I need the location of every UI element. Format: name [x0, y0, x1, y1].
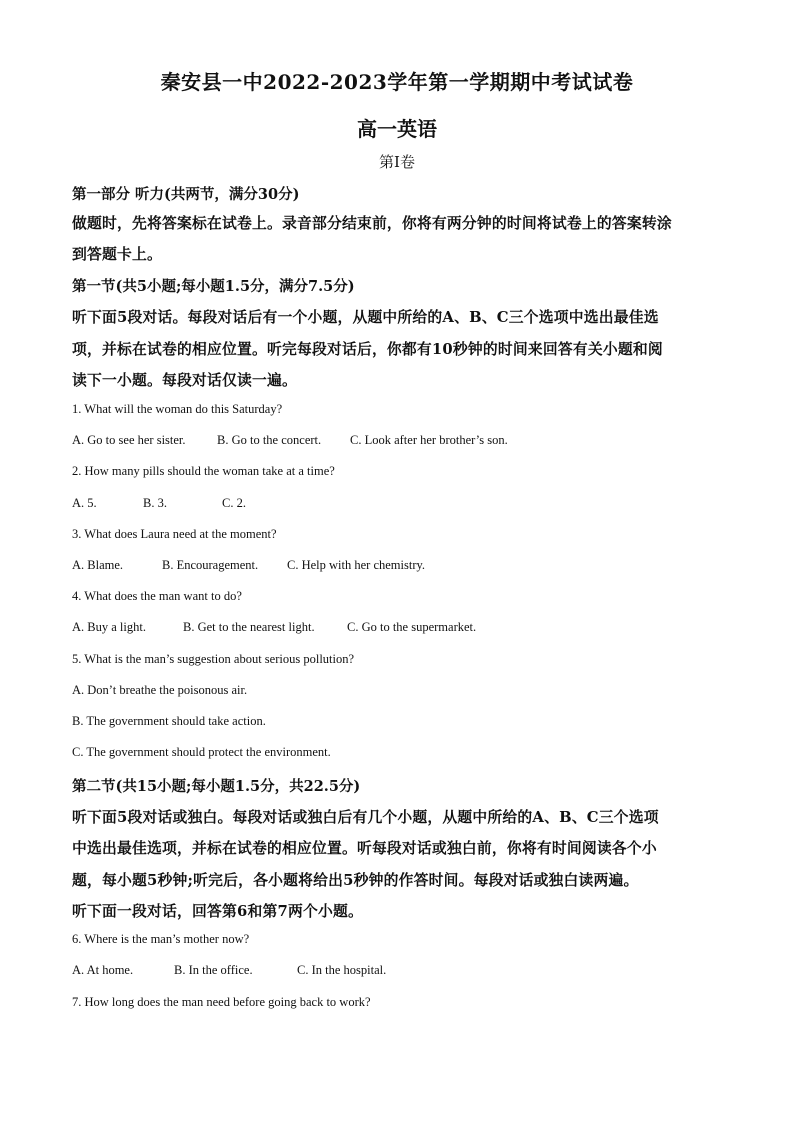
option-a: A. Blame. — [72, 558, 124, 572]
option-b: B. 3. — [143, 496, 167, 510]
option-c: C. 2. — [222, 496, 246, 510]
question-options — [72, 558, 425, 573]
option-b: B. Go to the concert. — [217, 433, 322, 447]
question-options — [72, 496, 246, 511]
option-a: A. 5. — [72, 496, 97, 510]
option-b: B. Encouragement. — [162, 558, 259, 572]
section1-instruction-line1: 听下面5段对话。每段对话后有一个小题，从题中所给的A、B、C三个选项中选出最佳选 — [72, 309, 659, 326]
question-options — [72, 433, 508, 448]
question-stem: 1. What will the woman do this Saturday? — [72, 402, 283, 416]
option-b: B. Get to the nearest light. — [183, 620, 315, 634]
question-stem: 3. What does Laura need at the moment? — [72, 527, 277, 541]
section1-instruction-line3: 读下一小题。每段对话仅读一遍。 — [72, 372, 297, 389]
option-a: A. Don’t breathe the poisonous air. — [72, 683, 248, 697]
part1-heading: 第一部分 听力(共两节，满分30分) — [72, 186, 300, 203]
option-c: C. The government should protect the environment. — [72, 745, 331, 759]
option-c: C. In the hospital. — [297, 963, 387, 977]
option-b: B. In the office. — [174, 963, 253, 977]
volume-label: 第Ⅰ卷 — [379, 153, 415, 171]
section1-instruction-line2: 项，并标在试卷的相应位置。听完每段对话后，你都有10秒钟的时间来回答有关小题和阅 — [72, 341, 663, 358]
option-a: A. Buy a light. — [72, 620, 146, 634]
option-c: C. Look after her brother’s son. — [350, 433, 508, 447]
dialogue-intro: 听下面一段对话，回答第6和第7两个小题。 — [72, 903, 363, 920]
section2-instruction-line3: 题，每小题5秒钟;听完后，各小题将给出5秒钟的作答时间。每段对话或独白读两遍。 — [72, 872, 639, 889]
option-a: A. At home. — [72, 963, 134, 977]
question-stem: 5. What is the man’s suggestion about serious pollution? — [72, 652, 355, 666]
section2-instruction-line2: 中选出最佳选项，并标在试卷的相应位置。听每段对话或独白前，你将有时间阅读各个小 — [72, 840, 657, 857]
option-a: A. Go to see her sister. — [72, 433, 186, 447]
question-stem: 7. How long does the man need before going back to work? — [72, 995, 371, 1009]
question-options — [72, 963, 386, 978]
option-c: C. Help with her chemistry. — [287, 558, 426, 572]
part1-instruction-line1: 做题时，先将答案标在试卷上。录音部分结束前，你将有两分钟的时间将试卷上的答案转涂 — [72, 215, 672, 232]
section2-heading: 第二节(共15小题;每小题1.5分，共22.5分) — [72, 778, 361, 795]
section1-heading: 第一节(共5小题;每小题1.5分，满分7.5分) — [72, 278, 355, 295]
question-stem: 6. Where is the man’s mother now? — [72, 932, 250, 946]
option-b: B. The government should take action. — [72, 714, 266, 728]
question-stem: 2. How many pills should the woman take at a time? — [72, 464, 335, 478]
exam-title: 秦安县一中2022-2023学年第一学期期中考试试卷 — [160, 70, 634, 94]
question-stem: 4. What does the man want to do? — [72, 589, 242, 603]
part1-instruction-line2: 到答题卡上。 — [72, 246, 162, 263]
subject-title: 高一英语 — [357, 117, 437, 141]
option-c: C. Go to the supermarket. — [347, 620, 477, 634]
section2-instruction-line1: 听下面5段对话或独白。每段对话或独白后有几个小题，从题中所给的A、B、C三个选项 — [72, 809, 659, 826]
question-options — [72, 620, 476, 635]
